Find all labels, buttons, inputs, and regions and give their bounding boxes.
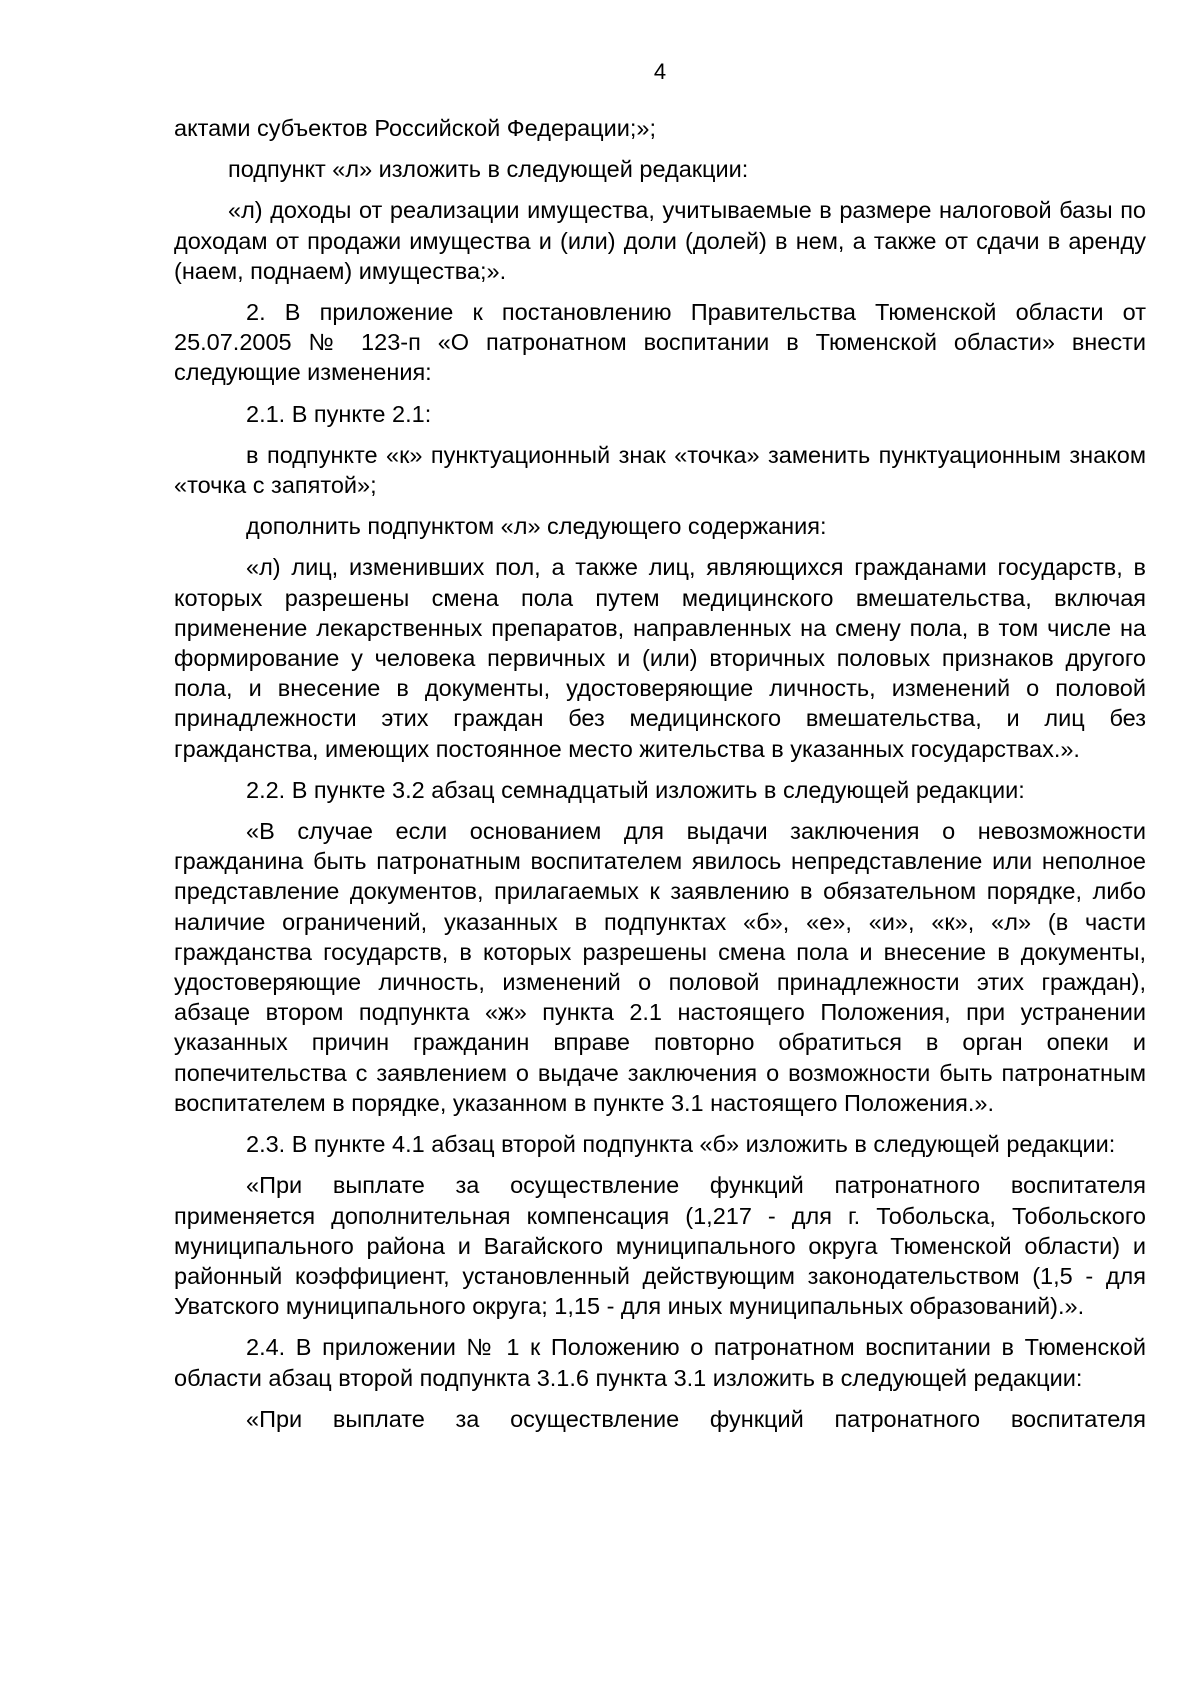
paragraph-13: 2.4. В приложении № 1 к Положению о патронатном воспитании в Тюменской области абзац второй подпункта 3.1.6 пункта 3.1 изложить в следующей редакции:: [174, 1334, 1146, 1391]
paragraph-3: «л) доходы от реализации имущества, учитываемые в размере налоговой базы по доходам от продажи имущества и (или) доли (долей) в нем, а также от сдачи в аренду (наем, поднаем) имущества;».: [174, 197, 1146, 284]
paragraph-10: «В случае если основанием для выдачи заключения о невозможности гражданина быть патронатным воспитателем явилось непредставление или неполное представление документов, прилагаемых к заявлению в обязательном порядке, либо наличие ограничений, указанных в подпунктах «б», «е», «и», «к», «л» (в части гражданства государств, в которых разрешены смена пола и внесение в документы, удостоверяющие личность, изменений о половой принадлежности этих граждан), абзаце втором подпункта «ж» пункта 2.1 настоящего Положения, при устранении указанных причин гражданин вправе повторно обратиться в орган опеки и попечительства с заявлением о выдаче заключения о возможности быть патронатным воспитателем в порядке, указанном в пункте 3.1 настоящего Положения.».: [174, 818, 1146, 1116]
paragraph-14: «При выплате за осуществление функций патронатного воспитателя: [246, 1405, 1146, 1432]
paragraph-11: 2.3. В пункте 4.1 абзац второй подпункта «б» изложить в следующей редакции:: [246, 1131, 1116, 1158]
paragraph-2: подпункт «л» изложить в следующей редакции:: [228, 156, 749, 183]
document-body: [174, 113, 1146, 1445]
paragraph-8: «л) лиц, изменивших пол, а также лиц, являющихся гражданами государств, в которых разрешены смена пола путем медицинского вмешательства, включая применение лекарственных препаратов, направленных на смену пола, в том числе на формирование у человека первичных и (или) вторичных половых признаков другого пола, и внесение в документы, удостоверяющие личность, изменений о половой принадлежности этих граждан без медицинского вмешательства, и лиц без гражданства, имеющих постоянное место жительства в указанных государствах.».: [174, 554, 1146, 762]
paragraph-7: дополнить подпунктом «л» следующего содержания:: [246, 513, 827, 540]
paragraph-5: 2.1. В пункте 2.1:: [246, 400, 432, 427]
paragraph-9: 2.2. В пункте 3.2 абзац семнадцатый изложить в следующей редакции:: [246, 776, 1025, 803]
page-number: 4: [653, 59, 667, 84]
paragraph-4: 2. В приложение к постановлению Правительства Тюменской области от 25.07.2005 № 123-п «О патронатном воспитании в Тюменской области» внести следующие изменения:: [174, 299, 1146, 386]
paragraph-6: в подпункте «к» пунктуационный знак «точка» заменить пунктуационным знаком «точка с запятой»;: [174, 441, 1146, 499]
paragraph-1: актами субъектов Российской Федерации;»;: [174, 115, 656, 141]
paragraph-12: «При выплате за осуществление функций патронатного воспитателя применяется дополнительная компенсация (1,217 - для г. Тобольска, Тобольского муниципального района и Вагайского муниципального округа Тюменской области) и районный коэффициент, установленный действующим законодательством (1,5 - для Уватского муниципального округа; 1,15 - для иных муниципальных образований).».: [174, 1172, 1146, 1320]
